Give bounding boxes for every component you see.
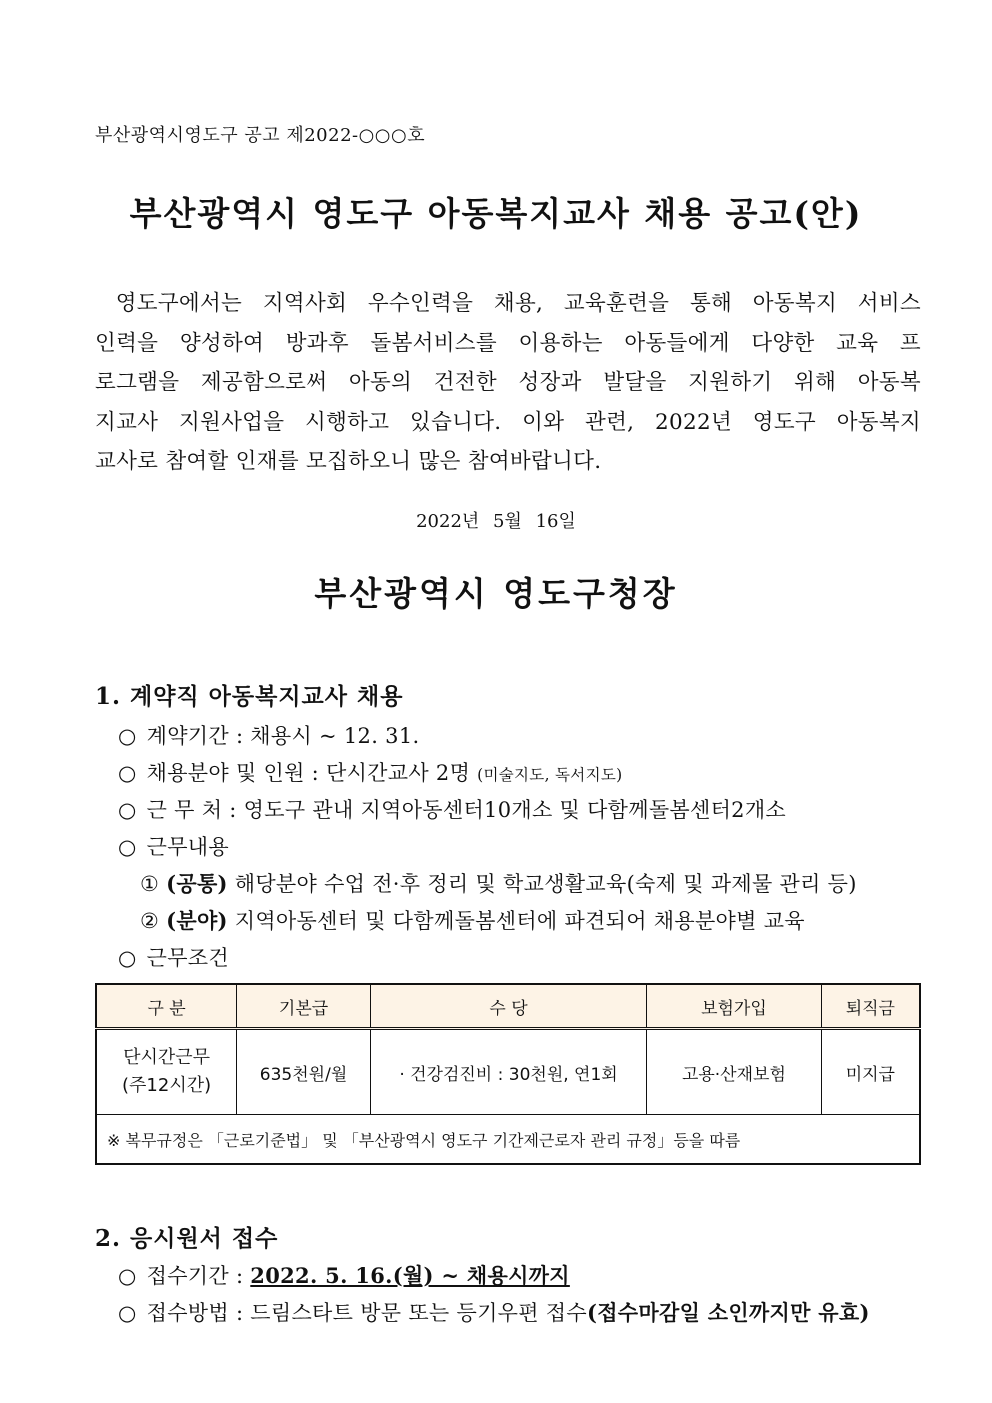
- cell-type: [96, 1029, 237, 1115]
- intro-line: 교사로 참여할 인재를 모집하오니 많은 참여바랍니다.: [95, 449, 602, 474]
- workplace-text: 근 무 처 : 영도구 관내 지역아동센터10개소 및 다함께돌봄센터2개소: [146, 798, 787, 822]
- bullet-circle: ○: [118, 1301, 137, 1325]
- sub-number: ②: [140, 909, 160, 933]
- cell-allowance: · 건강검진비 : 30천원, 연1회: [370, 1029, 646, 1115]
- application-period-value: 2022. 5. 16.(월) ~ 채용시까지: [250, 1263, 570, 1288]
- table-note-row: [96, 1115, 920, 1165]
- header-severance: 퇴직금: [821, 984, 920, 1029]
- work-content-item: [118, 831, 229, 861]
- application-method-item: [118, 1297, 870, 1327]
- work-conditions-text: 근무조건: [146, 946, 229, 970]
- header-insurance: 보험가입: [647, 984, 822, 1029]
- bullet-circle: ○: [118, 946, 137, 970]
- work-content-text: 근무내용: [146, 835, 229, 859]
- bullet-circle: ○: [118, 724, 137, 748]
- contract-period-item: [118, 720, 419, 750]
- table-header-row: [96, 984, 920, 1029]
- table-note: ※ 복무규정은 「근로기준법」 및 「부산광역시 영도구 기간제근로자 관리 규정」등을 따름: [96, 1115, 920, 1165]
- header-allowance: 수 당: [370, 984, 646, 1029]
- type-line-2: (주12시간): [122, 1075, 212, 1096]
- work-content-sub-1: [140, 868, 857, 898]
- work-content-sub-2: [140, 905, 805, 935]
- issuer-name: 부산광역시 영도구청장: [314, 574, 678, 613]
- bullet-circle: ○: [118, 761, 137, 785]
- sub-tag: (분야): [166, 908, 228, 933]
- notice-date: 2022년 5월 16일: [416, 511, 576, 532]
- sub-tag: (공통): [166, 871, 228, 896]
- sub-number: ①: [140, 872, 160, 896]
- work-conditions-table: [95, 983, 921, 1165]
- header-type: 구 분: [96, 984, 237, 1029]
- sub-text: 지역아동센터 및 다함께돌봄센터에 파견되어 채용분야별 교육: [227, 909, 805, 933]
- sub-text: 해당분야 수업 전·후 정리 및 학교생활교육(숙제 및 과제물 관리 등): [227, 872, 857, 896]
- section-2-heading: 2. 응시원서 접수: [95, 1225, 279, 1252]
- contract-period-text: 계약기간 : 채용시 ~ 12. 31.: [146, 724, 420, 748]
- workplace-item: [118, 794, 786, 824]
- cell-insurance: 고용·산재보험: [647, 1029, 822, 1115]
- work-conditions-item: [118, 942, 229, 972]
- document-title: 부산광역시 영도구 아동복지교사 채용 공고(안): [129, 194, 863, 233]
- recruit-field-text: 채용분야 및 인원 : 단시간교사 2명: [146, 761, 478, 785]
- table-row: [96, 1029, 920, 1115]
- header-base-pay: 기본급: [237, 984, 371, 1029]
- type-line-1: 단시간근무: [123, 1047, 211, 1068]
- application-method-label: 접수방법 : 드림스타트 방문 또는 등기우편 접수: [146, 1301, 587, 1325]
- application-period-label: 접수기간 :: [146, 1264, 251, 1288]
- intro-paragraph: [95, 284, 921, 482]
- bullet-circle: ○: [118, 798, 137, 822]
- intro-line: 영도구에서는 지역사회 우수인력을 채용, 교육훈련을 통해 아동복지 서비스: [95, 291, 921, 316]
- intro-line: 로그램을 제공함으로써 아동의 건전한 성장과 발달을 지원하기 위해 아동복: [95, 370, 921, 395]
- recruit-field-detail: (미술지도, 독서지도): [477, 766, 623, 784]
- bullet-circle: ○: [118, 1264, 137, 1288]
- section-1-heading: 1. 계약직 아동복지교사 채용: [95, 683, 404, 710]
- notice-number: 부산광역시영도구 공고 제2022-○○○호: [95, 125, 426, 146]
- application-period-item: [118, 1260, 570, 1290]
- cell-severance: 미지급: [821, 1029, 920, 1115]
- bullet-circle: ○: [118, 835, 137, 859]
- intro-line: 인력을 양성하여 방과후 돌봄서비스를 이용하는 아동들에게 다양한 교육 프: [95, 330, 921, 356]
- recruit-field-item: [118, 757, 622, 787]
- application-method-note: (접수마감일 소인까지만 유효): [586, 1300, 870, 1325]
- intro-line: 지교사 지원사업을 시행하고 있습니다. 이와 관련, 2022년 영도구 아동복지: [95, 409, 921, 435]
- cell-base-pay: 635천원/월: [237, 1029, 371, 1115]
